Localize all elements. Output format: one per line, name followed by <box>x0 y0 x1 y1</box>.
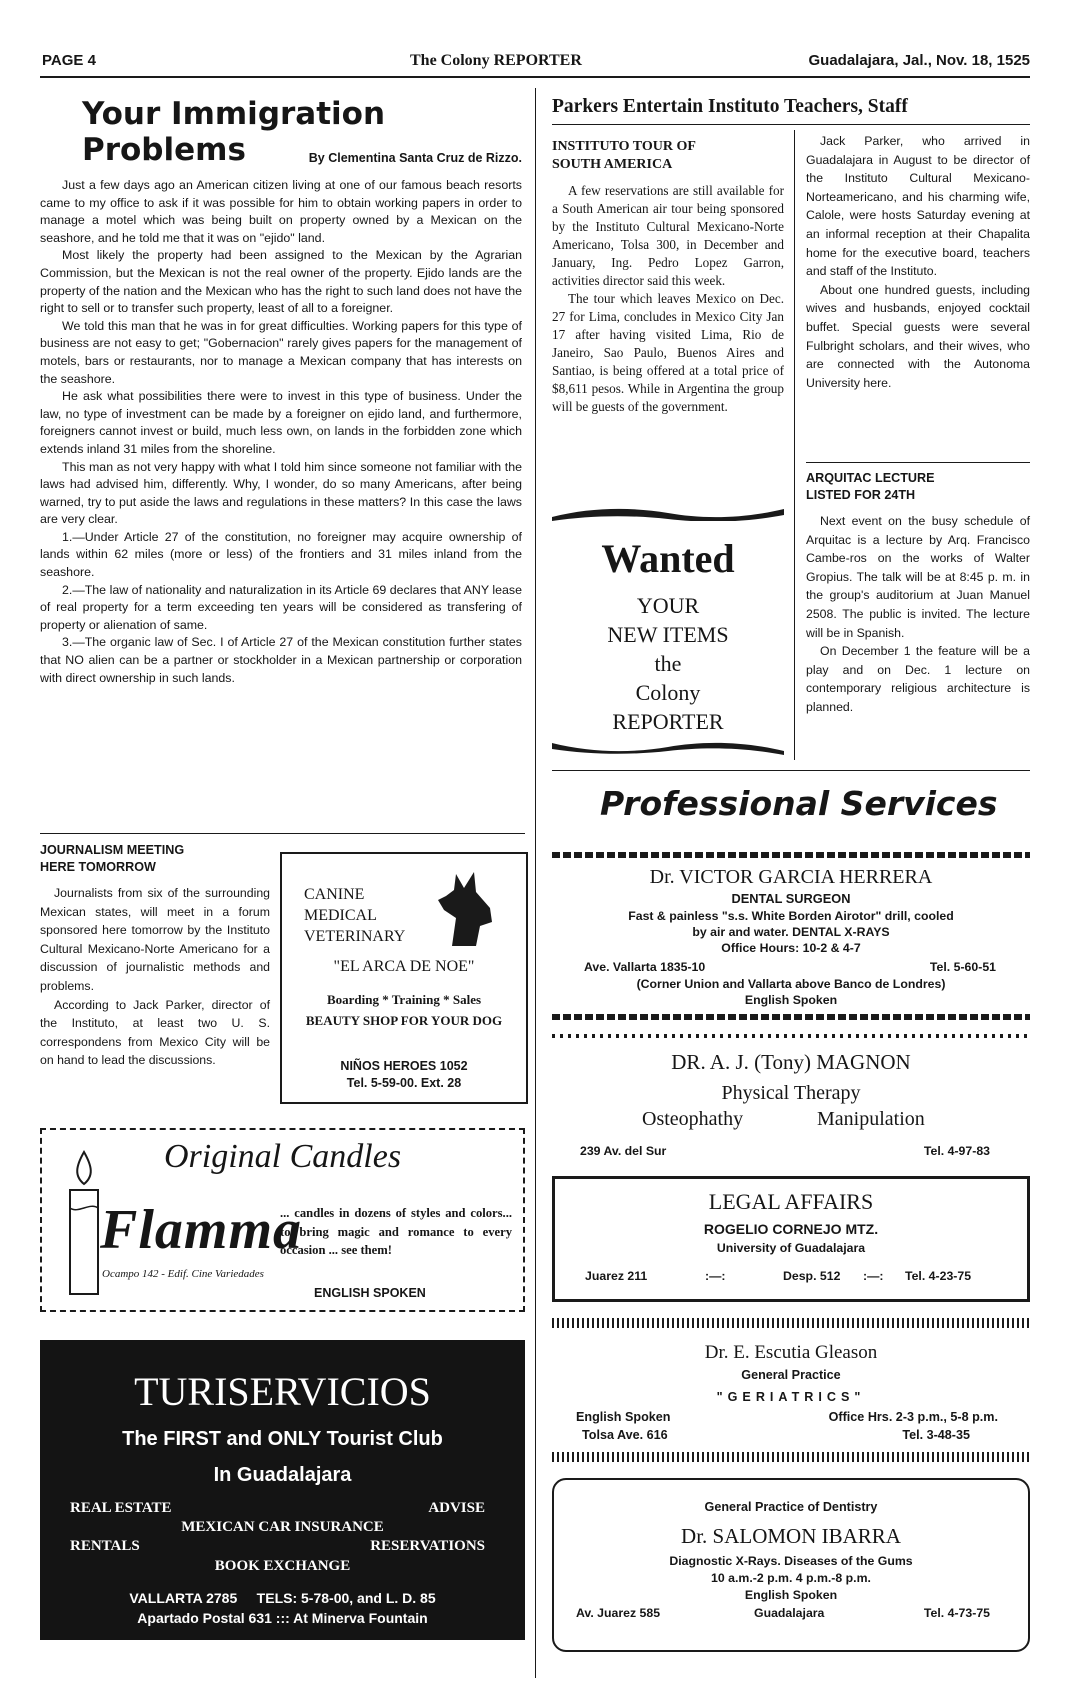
canine-line: MEDICAL <box>304 907 377 924</box>
magnon-line2b: Manipulation <box>817 1108 925 1130</box>
wanted-line: NEW ITEMS <box>607 622 729 647</box>
border-decor <box>552 1318 1030 1328</box>
border-decor <box>552 1014 1030 1020</box>
immigration-title: Your Immigration Problems <box>82 96 386 168</box>
ibarra-name: Dr. SALOMON IBARRA <box>681 1524 901 1548</box>
arquitac-body <box>806 512 1030 717</box>
zigzag-top-decor <box>552 505 784 521</box>
dog-head-icon <box>432 868 502 948</box>
tour-title: INSTITUTO TOUR OF SOUTH AMERICA <box>552 139 696 172</box>
immigration-paragraph: We told this man that he was in for great difficulties. Working papers for this type of business are not easy to get; "Gobernacion" rarely gives papers for the management of motels, bars or restaurants, nor to manage a Mexican company that has interests on the seashore. <box>40 318 522 386</box>
border-decor <box>552 852 1030 858</box>
garcia-corner: (Corner Union and Vallarta above Banco de Londres) <box>636 977 946 991</box>
tour-paragraph: A few reservations are still available for a South American air tour being sponsored by the Instituto Cultural Mexicano-Norte Americano, Tolsa 300, in December and January, Ing. Pedro Lopez Garron, activities director said this week. <box>552 183 784 288</box>
escutia-name: Dr. E. Escutia Gleason <box>704 1342 878 1363</box>
journalism-paragraph: According to Jack Parker, director of the Instituto, at least two U. S. correspondens from Mexico City will be on hand to lead the discussions. <box>40 997 270 1068</box>
arquitac-paragraph: Next event on the busy schedule of Arquitac is a lecture by Arq. Francisco Cambe-ros on the works of Walter Gropius. The talk will be at 8:45 p. m. in the group's auditorium at Juan Manuel 2508. The public is invited. The lecture will be in Spanish. <box>806 514 1030 640</box>
tour-body <box>552 182 784 416</box>
turiservicios-rentals: RENTALS <box>70 1538 140 1554</box>
escutia-hours: Office Hrs. 2-3 p.m., 5-8 p.m. <box>828 1410 998 1424</box>
garcia-address: Ave. Vallarta 1835-10 <box>584 960 706 974</box>
legal-ad <box>552 1176 1030 1302</box>
wanted-ad <box>552 505 784 755</box>
turiservicios-real-estate: REAL ESTATE <box>70 1500 172 1516</box>
header-rule <box>40 76 1030 78</box>
legal-phone: Tel. 4-23-75 <box>905 1269 972 1283</box>
ibarra-practice: General Practice of Dentistry <box>704 1500 878 1514</box>
ibarra-line1: Diagnostic X-Rays. Diseases of the Gums <box>669 1554 913 1568</box>
magnon-ad <box>552 1034 1030 1164</box>
magnon-line2a: Osteophathy <box>642 1108 744 1130</box>
legal-separator: :—: <box>863 1269 884 1283</box>
page-number: PAGE 4 <box>42 52 96 69</box>
ibarra-phone: Tel. 4-73-75 <box>923 1606 990 1620</box>
escutia-english: English Spoken <box>576 1410 671 1424</box>
journalism-paragraph: Journalists from six of the surrounding Mexican states, will meet in a forum sponsored here tomorrow by the Instituto Cultural Mexicano-Norte Americano for a discussion of journalistic methods and problems. <box>40 886 270 993</box>
escutia-practice: General Practice <box>741 1368 841 1382</box>
column-divider <box>794 130 795 760</box>
magnon-name: DR. A. J. (Tony) MAGNON <box>671 1050 911 1074</box>
garcia-line1: Fast & painless "s.s. White Borden Airotor" drill, cooled <box>628 909 954 923</box>
candles-brand: Flamma <box>100 1199 303 1261</box>
journalism-body <box>40 884 270 1070</box>
immigration-paragraph: 3.—The organic law of Sec. I of Article 27 of the Mexican constitution further states that NO alien can be a partner or stockholder in a Mexican partnership or corporation with direct ownership in such lands. <box>40 635 522 685</box>
wanted-line: Colony <box>635 680 701 705</box>
garcia-phone: Tel. 5-60-51 <box>929 960 996 974</box>
parkers-paragraph: About one hundred guests, including wives and husbands, enjoyed cocktail buffet. Special guests were several Fulbright scholars, and their wives, who are connected with the Autonoma University here. <box>806 282 1030 390</box>
canine-name: "EL ARCA DE NOE" <box>333 958 475 975</box>
wanted-headline: Wanted <box>601 536 735 581</box>
section-rule <box>552 770 1030 771</box>
tour-paragraph: The tour which leaves Mexico on Dec. 27 for Lima, concludes in Mexico City Jan 17 after having visited Lima, Rio de Janeiro, Sao Paulo, Buenos Aires and Santiao, is being offered at a total price of $8,611 pesos. While in Argentina the group will be guests of the government. <box>552 291 784 414</box>
canine-vet-ad <box>280 852 528 1104</box>
section-rule <box>552 124 1030 125</box>
canine-beauty: BEAUTY SHOP FOR YOUR DOG <box>305 1013 503 1028</box>
garcia-title: DENTAL SURGEON <box>731 891 851 906</box>
candles-address: Ocampo 142 - Edif. Cine Variedades <box>102 1268 264 1280</box>
garcia-line2: by air and water. DENTAL X-RAYS <box>692 925 890 939</box>
canine-services: Boarding * Training * Sales <box>326 992 482 1007</box>
ibarra-english: English Spoken <box>744 1588 838 1602</box>
arquitac-paragraph: On December 1 the feature will be a play and on Dec. 1 lecture on contemporary religious architecture is planned. <box>806 644 1030 714</box>
ibarra-city: Guadalajara <box>754 1606 825 1620</box>
canine-line: VETERINARY <box>304 928 406 945</box>
legal-office: Desp. 512 <box>783 1269 841 1283</box>
canine-line: CANINE <box>304 886 365 903</box>
immigration-paragraph: He ask what possibilities there were to invest in this type of business. Under the law, no type of investment can be made by a foreigner on ejido land, and furthermore, foreigners cannot invest or build, much less own, on lands in the forbidden zone which extends inland 31 miles from the shoreline. <box>40 389 522 456</box>
escutia-specialty: "GERIATRICS" <box>716 1390 866 1404</box>
magnon-phone: Tel. 4-97-83 <box>923 1144 990 1158</box>
services-title: Professional Services <box>600 784 998 823</box>
ibarra-address: Av. Juarez 585 <box>576 1606 661 1620</box>
wanted-line: the <box>654 651 682 676</box>
legal-name: ROGELIO CORNEJO MTZ. <box>703 1221 879 1237</box>
turiservicios-line2: In Guadalajara <box>213 1464 352 1486</box>
legal-university: University of Guadalajara <box>716 1241 866 1255</box>
newspaper-name: The Colony REPORTER <box>410 52 582 69</box>
turiservicios-contact2: Apartado Postal 631 ::: At Minerva Fountain <box>137 1610 428 1626</box>
section-rule <box>806 462 1030 463</box>
legal-separator: :—: <box>705 1269 726 1283</box>
turiservicios-reservations: RESERVATIONS <box>370 1538 485 1554</box>
immigration-paragraph: 1.—Under Article 27 of the constitution, no foreigner may acquire ownership of lands within 62 miles (more or less) of the frontiers and 31 miles inland from the seashore. <box>40 529 522 580</box>
turiservicios-contact1: VALLARTA 2785 TELS: 5-78-00, and L. D. 85 <box>129 1590 436 1606</box>
parkers-paragraph: Jack Parker, who arrived in Guadalajara in August to be director of the Instituto Cultural Mexicano-Norteamericano, and his charming wife, Calole, were hosts Saturday evening at an informal reception at their Chapalita home for the executive board, teachers and staff of the Instituto. <box>806 134 1030 279</box>
garcia-ad <box>552 852 1030 1022</box>
candles-ad <box>40 1128 525 1312</box>
garcia-english: English Spoken <box>744 993 838 1007</box>
ibarra-line2: 10 a.m.-2 p.m. 4 p.m.-8 p.m. <box>711 1571 871 1585</box>
canine-address: NIÑOS HEROES 1052 <box>340 1059 468 1073</box>
zigzag-bottom-decor <box>552 739 784 755</box>
wanted-line: REPORTER <box>612 709 724 734</box>
turiservicios-title: TURISERVICIOS <box>134 1369 431 1414</box>
arquitac-title: ARQUITAC LECTURE LISTED FOR 24TH <box>806 471 935 502</box>
wanted-line: YOUR <box>636 593 700 618</box>
border-decor <box>552 1452 1030 1462</box>
dateline: Guadalajara, Jal., Nov. 18, 1525 <box>808 52 1030 69</box>
magnon-line1: Physical Therapy <box>721 1082 861 1104</box>
turiservicios-line1: The FIRST and ONLY Tourist Club <box>122 1428 443 1450</box>
garcia-hours: Office Hours: 10-2 & 4-7 <box>721 941 861 955</box>
parkers-title: Parkers Entertain Instituto Teachers, Staff <box>552 96 908 117</box>
immigration-paragraph: Just a few days ago an American citizen living at one of our famous beach resorts came to my office to ask if it was possible for him to obtain working papers in order to manage a motel which was being built on property owned by a Mexican on the seashore, and he told me that it was on "ejido" land. <box>40 178 522 245</box>
parkers-body <box>806 132 1030 392</box>
legal-title: LEGAL AFFAIRS <box>708 1189 874 1214</box>
candles-english: ENGLISH SPOKEN <box>314 1286 426 1300</box>
column-divider <box>535 88 536 1678</box>
escutia-phone: Tel. 3-48-35 <box>902 1428 970 1442</box>
magnon-address: 239 Av. del Sur <box>580 1144 667 1158</box>
turiservicios-insurance: MEXICAN CAR INSURANCE <box>181 1519 384 1535</box>
immigration-body <box>40 177 522 687</box>
garcia-name: Dr. VICTOR GARCIA HERRERA <box>649 866 933 888</box>
candles-copy: ... candles in dozens of styles and colors... to bring magic and romance to every occasion ... see them! <box>280 1206 512 1257</box>
immigration-paragraph: 2.—The law of nationality and naturalization in its Article 69 declares that ANY lease of real property for a term exceeding ten years will be considered as transfering of property or alienation of same. <box>40 582 522 632</box>
immigration-paragraph: This man as not very happy with what I told him since someone not familiar with the laws had advised him, differently. Why, I wonder, do so many Americans, after being warned, try to put aside the laws and regulations in these matters? In this case the laws are very clear. <box>40 459 522 527</box>
journalism-title: JOURNALISM MEETING HERE TOMORROW <box>40 843 185 874</box>
turiservicios-ad <box>40 1340 525 1640</box>
candles-title: Original Candles <box>164 1138 402 1175</box>
ibarra-ad <box>552 1478 1030 1652</box>
immigration-paragraph: Most likely the property had been assigned to the Mexican by the Agrarian Commission, but the Mexican is not the real owner of the property. Ejido lands are the property of the nation and the Mexican who has the right to such land does not have the right to sell or to transfer such property, least of all to a foreigner. <box>40 248 522 316</box>
border-decor <box>552 1034 1030 1038</box>
canine-phone: Tel. 5-59-00. Ext. 28 <box>346 1076 462 1090</box>
turiservicios-advise: ADVISE <box>428 1500 485 1516</box>
escutia-ad <box>552 1318 1030 1466</box>
escutia-address: Tolsa Ave. 616 <box>582 1428 668 1442</box>
section-rule <box>40 833 525 834</box>
immigration-byline: By Clementina Santa Cruz de Rizzo. <box>308 151 522 165</box>
turiservicios-book: BOOK EXCHANGE <box>214 1558 351 1574</box>
legal-address: Juarez 211 <box>585 1269 648 1283</box>
